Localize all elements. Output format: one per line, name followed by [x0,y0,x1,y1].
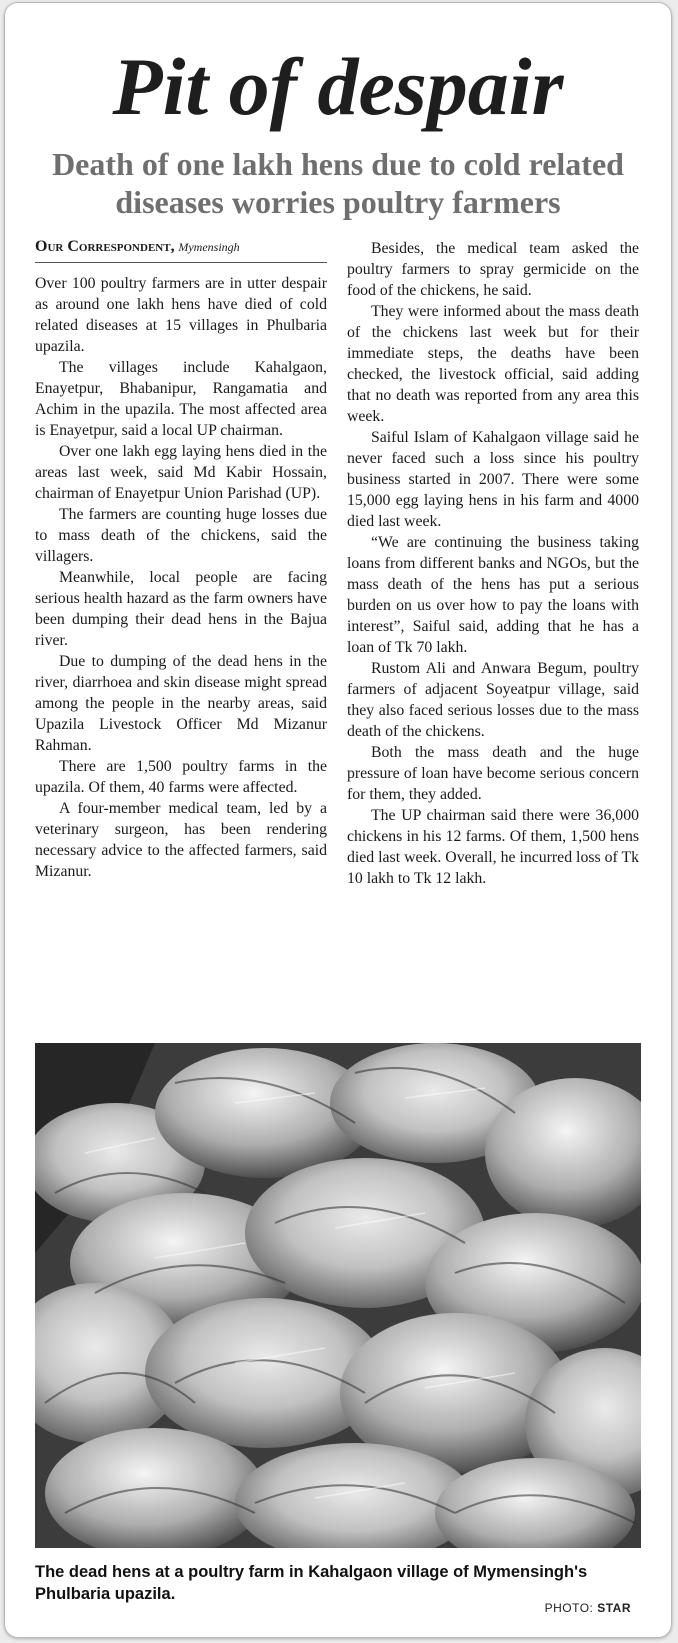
article-paragraph: Saiful Islam of Kahalgaon village said he never faced such a loss since his poultry business started in 2007. There were some 15,000 egg laying hens in his farm and 4000 died last week. [347,429,639,530]
article-paragraph: Besides, the medical team asked the poultry farmers to spray germicide on the food of the chickens, he said. [347,240,639,299]
article-paragraph: They were informed about the mass death of the chickens last week but for their immediate steps, the deaths have been checked, the livestock official, said adding that no death was reported from any area this week. [347,303,639,425]
photo-caption: The dead hens at a poultry farm in Kahalgaon village of Mymensingh's Phulbaria upazila. [35,1563,588,1603]
byline [35,238,327,263]
article-paragraph: Due to dumping of the dead hens in the river, diarrhoea and skin disease might spread among the people in the nearby areas, said Upazila Livestock Officer Md Mizanur Rahman. [35,653,327,754]
article-paragraph: Both the mass death and the huge pressure of loan have become serious concern for them, they added. [347,744,639,803]
photo-credit-source: STAR [597,1601,631,1615]
photo-credit [545,1601,631,1615]
article-paragraph: Over 100 poultry farmers are in utter despair as around one lakh hens have died of cold related diseases at 15 villages in Phulbaria upazila. [35,275,327,355]
article-column-left [35,273,327,882]
article-paragraph: A four-member medical team, led by a veterinary surgeon, has been rendering necessary advice to the affected farmers, said Mizanur. [35,800,327,880]
article-paragraph: The villages include Kahalgaon, Enayetpur, Bhabanipur, Rangamatia and Achim in the upazila. The most affected area is Enayetpur, said a local UP chairman. [35,359,327,439]
article-paragraph: Rustom Ali and Anwara Begum, poultry farmers of adjacent Soyeatpur village, said they also faced serious losses due to the mass death of the chickens. [347,660,639,740]
byline-location: Mymensingh [178,240,240,254]
news-photo [35,1043,641,1548]
dead-hens-photo-illustration [35,1043,641,1548]
photo-credit-label: PHOTO: [544,1601,594,1615]
article-paragraph: The UP chairman said there were 36,000 chickens in his 12 farms. Of them, 1,500 hens died last week. Overall, he incurred loss of Tk 10 lakh to Tk 12 lakh. [347,807,639,887]
article-paragraph: Over one lakh egg laying hens died in the areas last week, said Md Kabir Hossain, chairman of Enayetpur Union Parishad (UP). [35,443,327,502]
byline-author: Our Correspondent, [35,238,175,255]
headline: Pit of despair [112,41,564,132]
article-paragraph: The farmers are counting huge losses due to mass death of the chickens, said the villagers. [35,506,327,565]
article-paragraph: “We are continuing the business taking loans from different banks and NGOs, but the mass death of the hens has put a serious burden on us over how to pay the loans with interest”, Saiful said, adding that he has a loan of Tk 70 lakh. [347,534,639,656]
article-paragraph: There are 1,500 poultry farms in the upazila. Of them, 40 farms were affected. [35,758,327,796]
newspaper-clipping [4,2,672,1638]
article-paragraph: Meanwhile, local people are facing serious health hazard as the farm owners have been dumping their dead hens in the Bajua river. [35,569,327,649]
sub-headline: Death of one lakh hens due to cold related diseases worries poultry farmers [52,146,624,220]
article-column-right [347,238,639,889]
